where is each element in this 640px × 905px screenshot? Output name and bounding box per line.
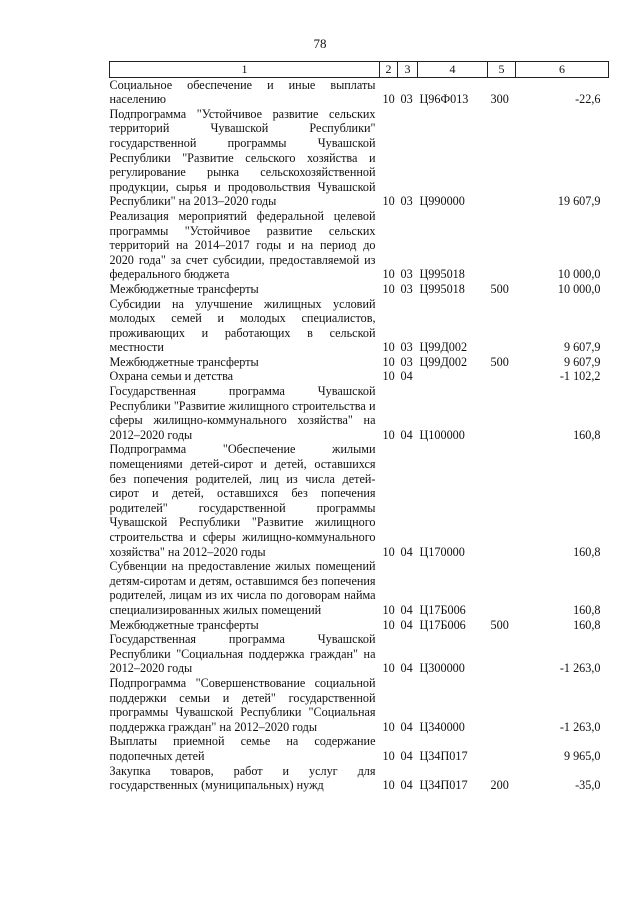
- amount: 160,8: [573, 544, 601, 559]
- row-name: Межбюджетные трансферты: [109, 281, 259, 296]
- amount: 19 607,9: [557, 194, 601, 209]
- amount: -1 263,0: [559, 661, 601, 676]
- section-code: 10: [382, 427, 395, 442]
- section-code: 10: [382, 194, 395, 209]
- target-article-code: [418, 369, 488, 384]
- section-code: 10: [382, 544, 395, 559]
- table-row: [110, 618, 609, 633]
- subsection-code: 04: [400, 602, 413, 617]
- target-article-code: Ц995018: [419, 267, 465, 282]
- row-name: Межбюджетные трансферты: [109, 354, 259, 369]
- expense-type-code: [488, 209, 516, 282]
- column-header-4: 4: [418, 62, 488, 78]
- table-row: [110, 77, 609, 107]
- amount: 9 965,0: [563, 748, 601, 763]
- amount: 10 000,0: [557, 267, 601, 282]
- subsection-code: 04: [400, 544, 413, 559]
- section-code: 10: [382, 748, 395, 763]
- expense-type-code: [488, 384, 516, 442]
- amount: -22,6: [575, 92, 601, 107]
- section-code: 10: [382, 369, 395, 384]
- subsection-code: 03: [400, 340, 413, 355]
- row-name: Государственная программа Чувашской Республики "Социальная поддержка граждан" на 2012–2020 годы: [109, 632, 376, 676]
- row-name: Подпрограмма "Устойчивое развитие сельских территорий Чувашской Республики" государственной программы Чувашской Республики "Развитие сельского хозяйства и регулирование рынка сельскохозяйственной продукции, сырья и продовольствия Чувашской Республики" на 2013–2020 годы: [109, 106, 376, 209]
- table-body: [110, 77, 609, 793]
- expense-type-code: [488, 632, 516, 676]
- table-row: [110, 442, 609, 559]
- column-header-1: 1: [110, 62, 380, 78]
- subsection-code: 04: [400, 369, 413, 384]
- amount: -1 102,2: [559, 369, 601, 384]
- table-row: [110, 369, 609, 384]
- subsection-code: 04: [400, 719, 413, 734]
- target-article-code: Ц170000: [419, 544, 465, 559]
- expense-type-code: 500: [490, 617, 509, 632]
- target-article-code: Ц34П017: [419, 748, 468, 763]
- row-name: Субвенции на предоставление жилых помещений детям-сиротам и детям, оставшимся без попечения родителей, лицам из их числа по договорам найма специализированных жилых помещений: [109, 559, 376, 617]
- table-row: [110, 676, 609, 734]
- section-code: 10: [382, 719, 395, 734]
- target-article-code: Ц340000: [419, 719, 465, 734]
- table-header-row: [110, 62, 609, 78]
- table-row: [110, 384, 609, 442]
- section-code: 10: [382, 281, 395, 296]
- section-code: 10: [382, 602, 395, 617]
- table-row: [110, 355, 609, 370]
- subsection-code: 04: [400, 661, 413, 676]
- section-code: 10: [382, 354, 395, 369]
- row-name: Выплаты приемной семье на содержание подопечных детей: [109, 734, 376, 763]
- expense-type-code: [488, 442, 516, 559]
- table-row: [110, 764, 609, 793]
- subsection-code: 04: [400, 748, 413, 763]
- row-name: Охрана семьи и детства: [109, 369, 234, 384]
- amount: -1 263,0: [559, 719, 601, 734]
- table-row: [110, 209, 609, 282]
- row-name: Межбюджетные трансферты: [109, 617, 259, 632]
- row-name: Реализация мероприятий федеральной целевой программы "Устойчивое развитие сельских территорий на 2014–2017 годы и на период до 2020 года" за счет субсидии, предоставляемой из федерального бюджета: [109, 208, 376, 282]
- amount: 160,8: [573, 427, 601, 442]
- table-row: [110, 632, 609, 676]
- column-header-3: 3: [398, 62, 418, 78]
- budget-table: [109, 61, 609, 793]
- subsection-code: 04: [400, 427, 413, 442]
- expense-type-code: [488, 559, 516, 617]
- section-code: 10: [382, 267, 395, 282]
- subsection-code: 03: [400, 194, 413, 209]
- table-row: [110, 282, 609, 297]
- subsection-code: 03: [400, 354, 413, 369]
- table-row: [110, 559, 609, 617]
- section-code: 10: [382, 661, 395, 676]
- expense-type-code: [488, 297, 516, 355]
- subsection-code: 04: [400, 617, 413, 632]
- section-code: 10: [382, 340, 395, 355]
- row-name: Государственная программа Чувашской Республики "Развитие жилищного строительства и сферы жилищно-коммунального хозяйства" на 2012–2020 годы: [109, 384, 376, 442]
- row-name: Социальное обеспечение и иные выплаты населению: [109, 77, 376, 107]
- expense-type-code: 200: [490, 778, 509, 793]
- target-article-code: Ц17Б006: [419, 602, 466, 617]
- expense-type-code: [488, 107, 516, 209]
- target-article-code: Ц995018: [419, 281, 465, 296]
- section-code: 10: [382, 92, 395, 107]
- column-header-6: 6: [516, 62, 609, 78]
- target-article-code: Ц96Ф013: [419, 92, 469, 107]
- subsection-code: 03: [400, 267, 413, 282]
- section-code: 10: [382, 778, 395, 793]
- row-name: Подпрограмма "Совершенствование социальной поддержки семьи и детей" государственной программы Чувашской Республики "Социальная поддержка граждан" на 2012–2020 годы: [109, 675, 376, 734]
- target-article-code: Ц17Б006: [419, 617, 466, 632]
- row-name: Закупка товаров, работ и услуг для государственных (муниципальных) нужд: [109, 763, 376, 793]
- subsection-code: 03: [400, 281, 413, 296]
- target-article-code: Ц100000: [419, 427, 465, 442]
- target-article-code: Ц990000: [419, 194, 465, 209]
- table-row: [110, 734, 609, 763]
- amount: 160,8: [573, 602, 601, 617]
- target-article-code: Ц300000: [419, 661, 465, 676]
- expense-type-code: [488, 734, 516, 763]
- column-header-5: 5: [488, 62, 516, 78]
- expense-type-code: [488, 369, 516, 384]
- target-article-code: Ц34П017: [419, 778, 468, 793]
- table-row: [110, 107, 609, 209]
- amount: 9 607,9: [563, 354, 601, 369]
- amount: 9 607,9: [563, 340, 601, 355]
- expense-type-code: 300: [490, 92, 509, 107]
- amount: 10 000,0: [557, 281, 601, 296]
- target-article-code: Ц99Д002: [419, 354, 468, 369]
- page-number: 78: [313, 36, 327, 51]
- row-name: Субсидии на улучшение жилищных условий молодых семей и молодых специалистов, проживающих и работающих в сельской местности: [109, 296, 376, 355]
- expense-type-code: 500: [490, 354, 509, 369]
- subsection-code: 04: [400, 778, 413, 793]
- table-row: [110, 297, 609, 355]
- amount: -35,0: [575, 778, 601, 793]
- column-header-2: 2: [380, 62, 398, 78]
- row-name: Подпрограмма "Обеспечение жилыми помещениями детей-сирот и детей, оставшихся без попечения родителей, лиц из числа детей-сирот и детей, оставшихся без попечения родителей" государственной программы Чувашской Республики "Развитие жилищного строительства и сферы жилищно-коммунального хозяйства" на 2012–2020 годы: [109, 442, 376, 559]
- expense-type-code: [488, 676, 516, 734]
- amount: 160,8: [573, 617, 601, 632]
- expense-type-code: 500: [490, 281, 509, 296]
- section-code: 10: [382, 617, 395, 632]
- subsection-code: 03: [400, 92, 413, 107]
- target-article-code: Ц99Д002: [419, 340, 468, 355]
